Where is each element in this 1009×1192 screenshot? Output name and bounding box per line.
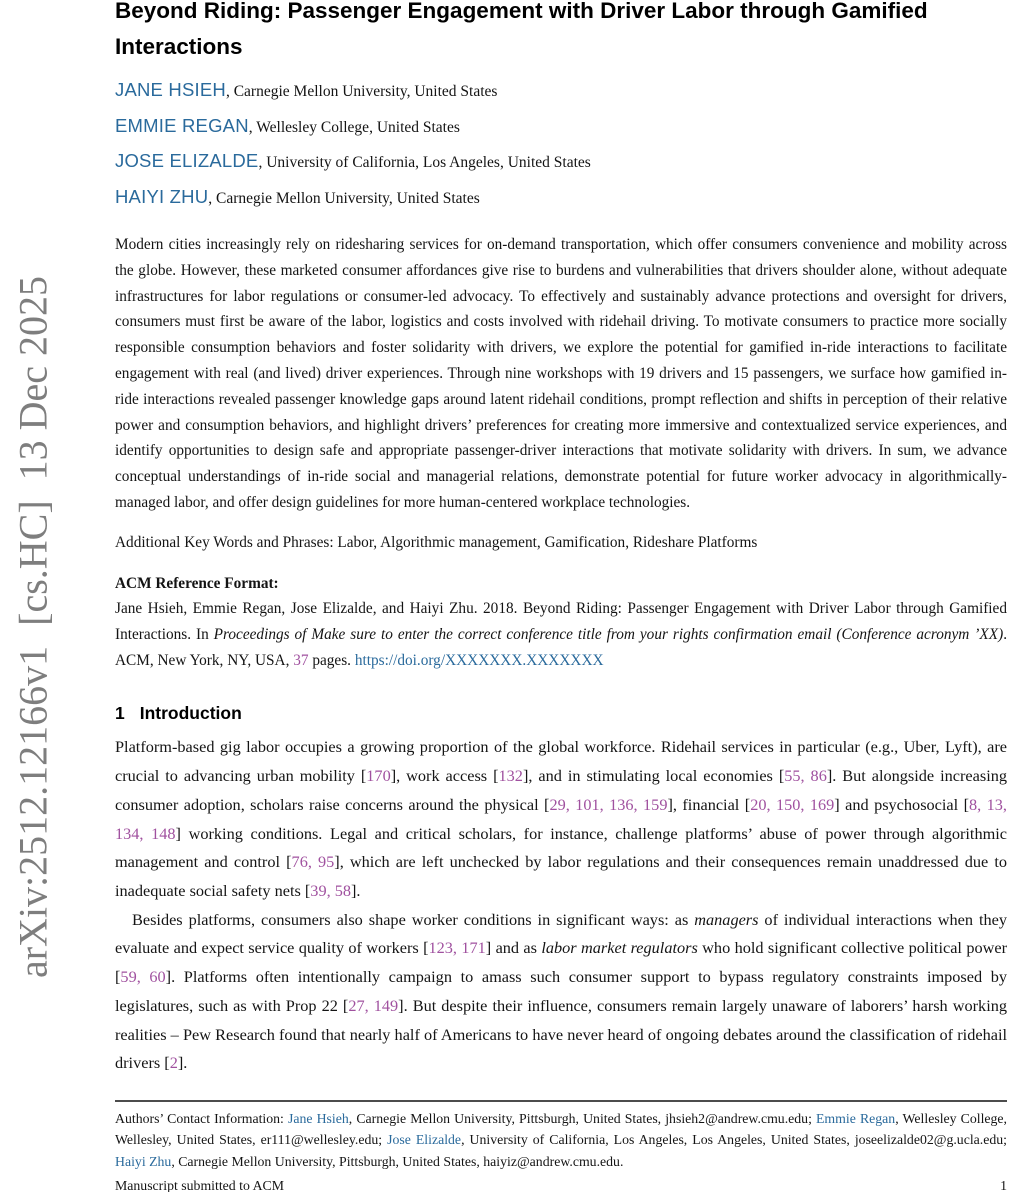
author-affiliation: , Wellesley College, United States (248, 118, 460, 136)
hyperlink[interactable]: Jane Hsieh (287, 1111, 349, 1126)
citation-link[interactable]: 132 (498, 766, 523, 786)
italic-text: Proceedings of Make sure to enter the correct conference title from your rights confirmation email (Conference acronym ’XX) (213, 626, 1004, 644)
author-link[interactable]: JANE HSIEH (115, 79, 226, 100)
citation-link[interactable]: 59, 60 (120, 967, 166, 987)
citation-link[interactable]: 8, 13, 134, 148 (115, 794, 1007, 843)
citation-link[interactable]: 27, 149 (348, 995, 399, 1015)
italic-text: labor market regulators (541, 938, 698, 958)
citation-link[interactable]: 76, 95 (291, 852, 335, 872)
hyperlink[interactable]: Jose Elizalde (387, 1132, 462, 1148)
author-link[interactable]: HAIYI ZHU (115, 185, 209, 207)
citation-link[interactable]: 29, 101, 136, 159 (549, 794, 668, 814)
intro-paragraph-1 (115, 733, 1007, 905)
author-block (115, 73, 1007, 215)
acm-reference-text (115, 596, 1007, 673)
acm-reference-heading: ACM Reference Format: (115, 574, 279, 592)
paper-title: Beyond Riding: Passenger Engagement with Driver Labor through Gamified Interactions (115, 0, 928, 59)
section-number: 1 (115, 703, 125, 724)
text-run: ]. But alongside increasing consumer adoption, scholars raise concerns around the physical [ (115, 766, 1008, 814)
italic-text: managers (694, 909, 759, 929)
text-run: ] and psychosocial [ (834, 794, 970, 814)
author-affiliation: , Carnegie Mellon University, United States (225, 83, 498, 100)
hyperlink[interactable]: Haiyi Zhu (115, 1153, 172, 1169)
author-line (115, 73, 1007, 109)
text-run: ]. Platforms often intentionally campaign to amass such consumer support to bypass regulatory constraints imposed by legislatures, such as with Prop 22 [ (115, 967, 1008, 1015)
text-run: ], which are left unchecked by labor regulations and their consequences remain unaddressed due to inadequate social safety nets [ (115, 852, 1008, 900)
section-title: Introduction (139, 703, 242, 724)
text-run: Jane Hsieh, Emmie Regan, Jose Elizalde, and Haiyi Zhu. 2018. Beyond Riding: Passenger Engagement with Driver Labor through Gamified Interactions. In (115, 600, 1007, 644)
text-run: . ACM, New York, NY, USA, (115, 626, 1008, 669)
footnote-divider (115, 1100, 1007, 1102)
text-run: ] working conditions. Legal and critical scholars, for instance, challenge platforms’ abuse of power through algorithmic management and control [ (115, 823, 1008, 872)
text-run: , University of California, Los Angeles, Los Angeles, United States, joseelizalde02@g.ucla.edu; (461, 1132, 1007, 1148)
author-link[interactable]: EMMIE REGAN (115, 114, 249, 136)
text-run: , Carnegie Mellon University, Pittsburgh, United States, jhsieh2@andrew.cmu.edu; (348, 1111, 816, 1126)
text-run: of individual interactions when they evaluate and expect service quality of workers [ (115, 909, 1008, 958)
text-run: ] and as (485, 938, 542, 958)
text-run: who hold significant collective political power [ (115, 938, 1008, 987)
citation-link[interactable]: 170 (366, 766, 391, 786)
page-number: 1 (1000, 1177, 1007, 1192)
author-line (115, 180, 1007, 216)
paper-content (115, 0, 1007, 1078)
authors-contact-info (115, 1108, 1007, 1172)
author-affiliation: , Carnegie Mellon University, United States (208, 189, 480, 207)
text-run: Platform-based gig labor occupies a growing proportion of the global workforce. Ridehail services in particular (e.g., Uber, Lyft), are crucial to advancing urban mobility [ (115, 737, 1007, 786)
citation-link[interactable]: 37 (293, 651, 309, 669)
author-affiliation: , University of California, Los Angeles, United States (258, 154, 591, 171)
text-run: Besides platforms, consumers also shape worker conditions in significant ways: as (132, 909, 695, 929)
text-run: ], and in stimulating local economies [ (522, 766, 785, 786)
text-run: ], financial [ (667, 794, 751, 814)
text-run: ]. But despite their influence, consumers remain largely unaware of laborers’ harsh working realities – Pew Research found that nearly half of Americans to have never heard of ongoing debates around the classification of ridehail drivers [ (115, 995, 1008, 1073)
keywords-line: Additional Key Words and Phrases: Labor, Algorithmic management, Gamification, Rideshare Platforms (115, 533, 758, 551)
hyperlink[interactable]: https://doi.org/XXXXXXX.XXXXXXX (354, 651, 604, 669)
text-run: ], work access [ (390, 766, 499, 786)
intro-paragraph-2 (115, 906, 1007, 1078)
author-line (115, 109, 1007, 145)
text-run: , Carnegie Mellon University, Pittsburgh, United States, haiyiz@andrew.cmu.edu. (171, 1153, 624, 1169)
manuscript-note: Manuscript submitted to ACM (115, 1177, 285, 1192)
text-run: Authors’ Contact Information: (115, 1111, 288, 1126)
citation-link[interactable]: 2 (169, 1053, 178, 1073)
abstract-text: Modern cities increasingly rely on ridesharing services for on-demand transportation, which offer consumers convenience and mobility across the globe. However, these marketed consumer affordances give rise to burdens and vulnerabilities that drivers shoulder alone, without adequate infrastructures for labor regulations or consumer-led advocacy. To effectively and sustainably advance protections and oversight for drivers, consumers must first be aware of the labor, logistics and costs involved with ridehail driving. To motivate consumers to practice more socially responsible consumption behaviors and foster solidarity with drivers, we explore the potential for gamified in-ride interactions to facilitate engagement with real (and lived) driver experiences. Through nine workshops with 19 drivers and 15 passengers, we surface how gamified in-ride interactions revealed passenger knowledge gaps around latent ridehail conditions, prompt reflection and shifts in perception of their relative power and consumption behaviors, and highlight drivers’ preferences for creating more immersive and contextualized service experiences, and identify opportunities to design safe and appropriate passenger-driver interactions that motivate solidarity with drivers. In sum, we advance conceptual understandings of in-ride social and managerial relations, demonstrate potential for future worker advocacy in algorithmically-managed labor, and offer design guidelines for more human-centered workplace technologies. (115, 236, 1007, 511)
citation-link[interactable]: 39, 58 (310, 880, 351, 900)
text-run: ]. (351, 880, 361, 900)
text-run: pages. (308, 651, 355, 669)
citation-link[interactable]: 20, 150, 169 (750, 794, 835, 814)
author-link[interactable]: JOSE ELIZALDE (115, 150, 259, 171)
text-run: , Wellesley College, Wellesley, United States, er111@wellesley.edu; (115, 1111, 1008, 1148)
section-heading-introduction (115, 699, 1007, 727)
text-run: ]. (177, 1053, 188, 1073)
hyperlink[interactable]: Emmie Regan (816, 1111, 896, 1126)
citation-link[interactable]: 123, 171 (428, 938, 486, 958)
citation-link[interactable]: 55, 86 (784, 766, 827, 786)
page-footer (115, 1100, 1007, 1192)
arxiv-watermark: arXiv:2512.12166v1 [cs.HC] 13 Dec 2025 (10, 275, 56, 979)
author-line (115, 144, 1007, 180)
